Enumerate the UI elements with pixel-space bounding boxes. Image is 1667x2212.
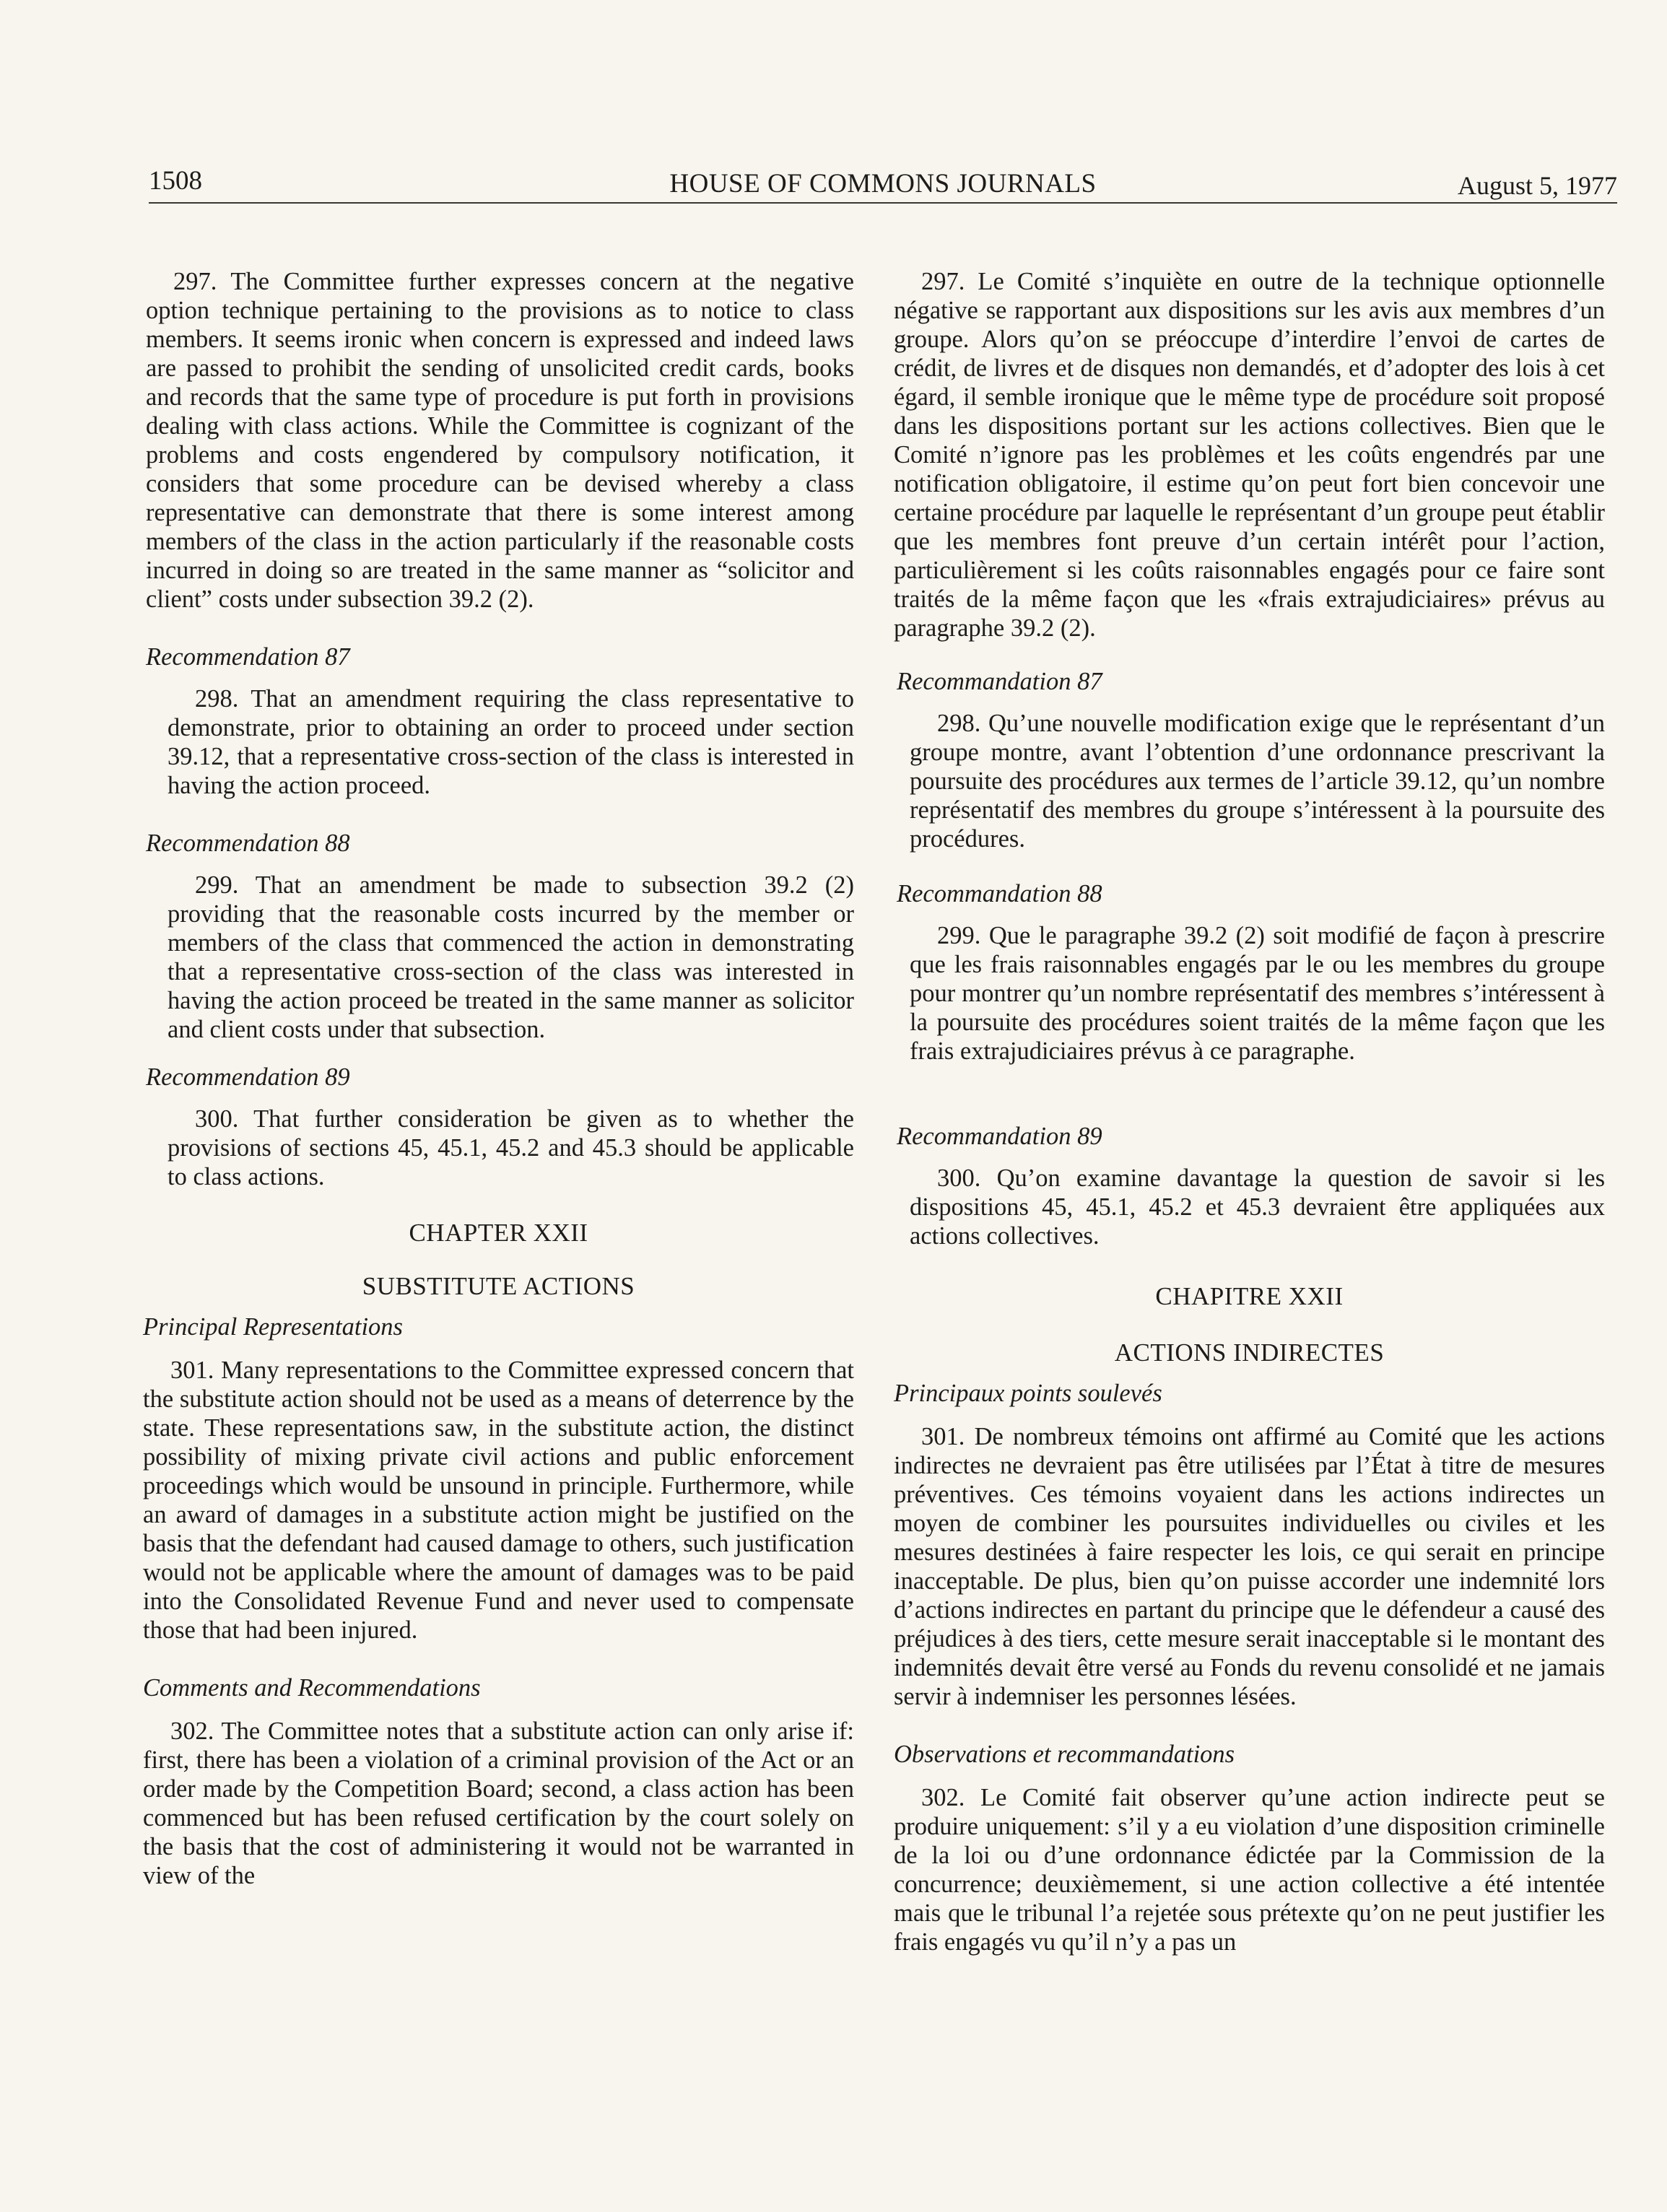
paragraph-301-fr: 301. De nombreux témoins ont affirmé au Comité que les actions indirectes ne devraient pas être utilisées par l’État à titre de mesures préventives. Ces témoins voyaient dans les actions indirectes un moyen de combiner les poursuites individuelles ou civiles et les mesures destinées à faire respecter les lois, ce qui serait en principe inacceptable. De plus, bien qu’on puisse accorder une indemnité lors d’actions indirectes en partant du principe que le défendeur a causé des préjudices à des tiers, cette mesure serait inacceptable si le montant des indemnités devait être versé au Fonds du revenu consolidé et ne jamais servir à indemniser les personnes lésées. <box>894 1423 1605 1710</box>
paragraph-298-fr: 298. Qu’une nouvelle modification exige que le représentant d’un groupe montre, avant l’obtention d’une ordonnance prescrivant la poursuite des procédures aux termes de l’article 39.12, qu’un nombre représentatif des membres du groupe s’intéressent à la poursuite des procédures. <box>910 710 1605 853</box>
chapter-title-fr: ACTIONS INDIRECTES <box>1114 1338 1385 1367</box>
chapter-title-en: SUBSTITUTE ACTIONS <box>362 1272 635 1300</box>
principal-points-heading-fr: Principaux points soulevés <box>894 1380 1162 1407</box>
recommandation-87-heading-fr: Recommandation 87 <box>897 668 1102 695</box>
recommandation-89-heading-fr: Recommandation 89 <box>897 1123 1102 1150</box>
paragraph-302-en: 302. The Committee notes that a substitute action can only arise if: first, there has been a violation of a criminal provision of the Act or an order made by the Competition Board; second, a class action has been commenced but has been refused certification by the court solely on the basis that the cost of administering it would not be warranted in view of the <box>143 1717 854 1889</box>
journal-date: August 5, 1977 <box>1457 171 1617 200</box>
paragraph-299-fr: 299. Que le paragraphe 39.2 (2) soit modifié de façon à prescrire que les frais raisonnables engagés par le ou les membres du groupe pour montrer qu’un nombre représentatif des membres s’intéressent à la poursuite des procédures soient traités de la même façon que les frais extrajudiciaires prévus à ce paragraphe. <box>910 922 1605 1065</box>
recommandation-88-heading-fr: Recommandation 88 <box>897 880 1102 907</box>
paragraph-297-en: 297. The Committee further expresses concern at the negative option technique pertaining to the provisions as to notice to class members. It seems ironic when concern is expressed and indeed laws are passed to prohibit the sending of unsolicited credit cards, books and records that the same type of procedure is put forth in provisions dealing with class actions. While the Committee is cognizant of the problems and costs engendered by compulsory notification, it considers that some procedure can be devised whereby a class representative can demonstrate that there is some interest among members of the class in the action particularly if the reasonable costs incurred in doing so are treated in the same manner as “solicitor and client” costs under subsection 39.2 (2). <box>146 268 854 613</box>
french-column <box>894 267 1605 1956</box>
page-header <box>149 159 1617 204</box>
paragraph-300-en: 300. That further consideration be given as to whether the provisions of sections 45, 45.1, 45.2 and 45.3 should be applicable to class actions. <box>167 1105 854 1190</box>
observations-heading-fr: Observations et recommandations <box>894 1741 1235 1768</box>
recommendation-88-heading-en: Recommendation 88 <box>146 830 350 857</box>
comments-heading-en: Comments and Recommendations <box>143 1674 481 1702</box>
english-column <box>143 267 854 1890</box>
page-number: 1508 <box>149 166 202 196</box>
recommendation-89-heading-en: Recommendation 89 <box>146 1063 350 1091</box>
paragraph-297-fr: 297. Le Comité s’inquiète en outre de la technique optionnelle négative se rapportant aux dispositions sur les avis aux membres d’un groupe. Alors qu’on se préoccupe d’interdire l’envoi de cartes de crédit, de livres et de disques non demandés, et d’adopter des lois à cet égard, il semble ironique que le même type de procédure soit proposé dans les dispositions portant sur les actions collectives. Bien que le Comité n’ignore pas les problèmes et les coûts engendrés par une notification obligatoire, il estime qu’on peut fort bien concevoir une certaine procédure par laquelle le représentant d’un groupe peut établir que les membres font preuve d’un certain intérêt pour l’action, particulièrement si les coûts raisonnables engagés pour ce faire sont traités de la même façon que les «frais extrajudiciaires» prévus au paragraphe 39.2 (2). <box>894 268 1605 642</box>
paragraph-301-en: 301. Many representations to the Committee expressed concern that the substitute action should not be used as a means of deterrence by the state. These representations saw, in the substitute action, the distinct possibility of mixing private civil actions and public enforcement proceedings which would be unsound in principle. Furthermore, while an award of damages in a substitute action might be justified on the basis that the defendant had caused damage to others, such justification would not be applicable where the amount of damages was to be paid into the Consolidated Revenue Fund and never used to compensate those that had been injured. <box>143 1357 854 1644</box>
paragraph-298-en: 298. That an amendment requiring the class representative to demonstrate, prior to obtaining an order to proceed under section 39.12, that a representative cross-section of the class is interested in having the action proceed. <box>167 685 854 799</box>
journal-title: HOUSE OF COMMONS JOURNALS <box>669 169 1097 199</box>
paragraph-299-en: 299. That an amendment be made to subsection 39.2 (2) providing that the reasonable costs incurred by the member or members of the class that commenced the action in demonstrating that a representative cross-section of the class was interested in having the action proceed be treated in the same manner as solicitor and client costs under that subsection. <box>167 871 854 1043</box>
chapter-number-fr: CHAPITRE XXII <box>1155 1282 1344 1310</box>
chapter-number-en: CHAPTER XXII <box>409 1219 588 1247</box>
paragraph-302-fr: 302. Le Comité fait observer qu’une action indirecte peut se produire uniquement: s’il y a eu violation d’une disposition criminelle de la loi ou d’une ordonnance édictée par la Commission de la concurrence; deuxièmement, si une action collective a été intentée mais que le tribunal l’a rejetée sous prétexte qu’on ne peut justifier les frais engagés vu qu’il n’y a pas un <box>894 1784 1605 1956</box>
paragraph-300-fr: 300. Qu’on examine davantage la question de savoir si les dispositions 45, 45.1, 45.2 et 45.3 devraient être appliquées aux actions collectives. <box>910 1164 1605 1250</box>
recommendation-87-heading-en: Recommendation 87 <box>146 643 350 671</box>
principal-representations-heading-en: Principal Representations <box>143 1313 403 1341</box>
